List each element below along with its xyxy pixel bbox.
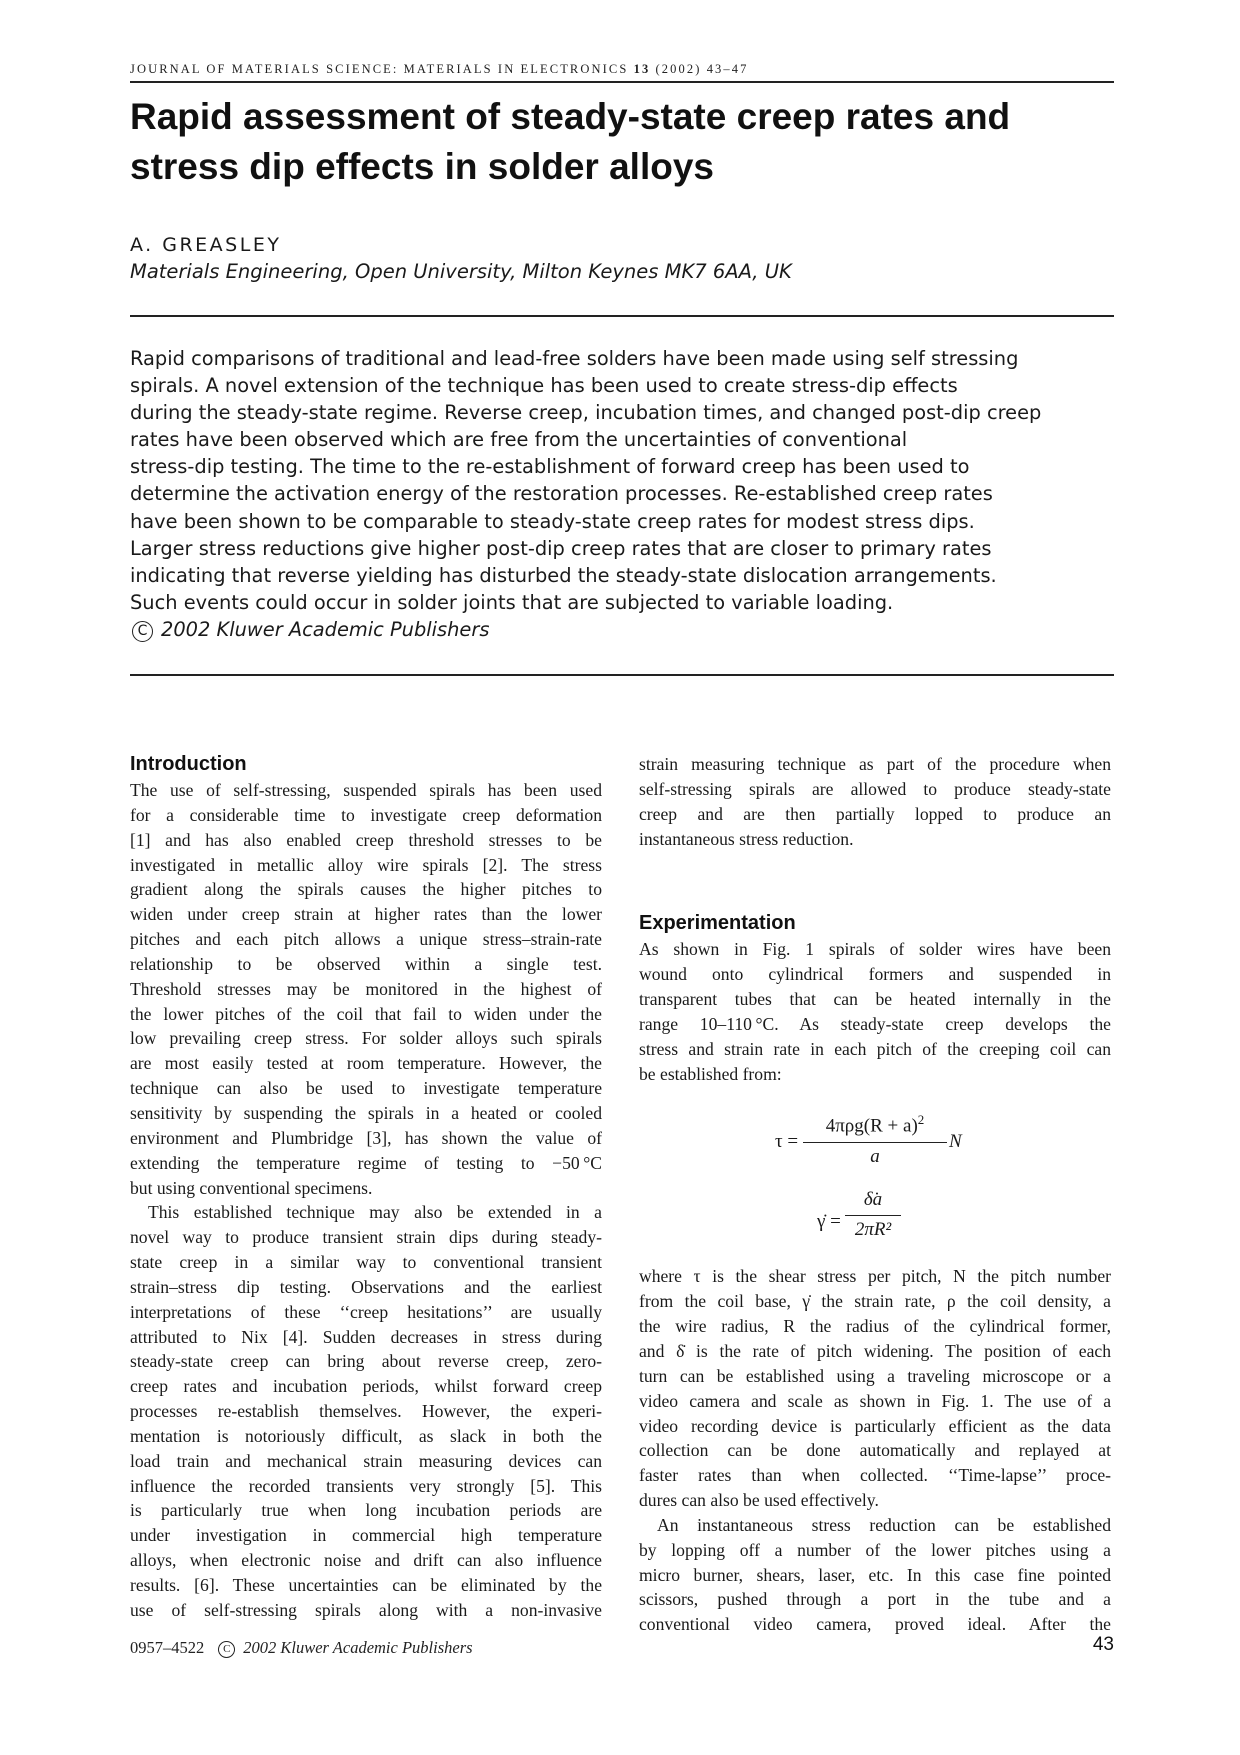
- text-line: strain–stress dip testing. Observations and the earliest: [130, 1276, 602, 1297]
- text-line: transparent tubes that can be heated internally in the: [639, 989, 1111, 1010]
- text-line: stress and strain rate in each pitch of the creeping coil can: [639, 1038, 1111, 1059]
- abstract-line: indicating that reverse yielding has disturbed the steady-state dislocation arrangements.: [130, 563, 997, 587]
- title-line: stress dip effects in solder alloys: [130, 146, 714, 187]
- text-line: The use of self-stressing, suspended spirals has been used: [130, 780, 602, 800]
- introduction-paragraph-1: [130, 778, 602, 1200]
- header-rule: [130, 81, 1114, 83]
- abstract-line: Larger stress reductions give higher post-dip creep rates that are closer to primary rates: [130, 536, 992, 560]
- experimentation-paragraph-3: [639, 1513, 1111, 1637]
- text-line: This established technique may also be extended in a: [148, 1202, 602, 1223]
- text-line: collection can be done automatically and replayed at: [639, 1440, 1111, 1461]
- journal-name: JOURNAL OF MATERIALS SCIENCE: MATERIALS IN ELECTRONICS: [130, 62, 629, 76]
- abstract-line: have been shown to be comparable to steady-state creep rates for modest stress dips.: [130, 509, 975, 533]
- abstract-top-rule: [130, 315, 1114, 317]
- text-line: load train and mechanical strain measuring devices can: [130, 1450, 602, 1471]
- left-column: [130, 752, 602, 1623]
- page-number: 43: [1092, 1634, 1114, 1655]
- abstract-copyright: [130, 616, 1114, 643]
- abstract-line: stress-dip testing. The time to the re-establishment of forward creep has been used to: [130, 455, 970, 479]
- text-line: influence the recorded transients very strongly [5]. This: [130, 1475, 602, 1496]
- author-affiliation: Materials Engineering, Open University, Milton Keynes MK7 6AA, UK: [130, 260, 792, 283]
- text-line: video recording device is particularly efficient as the data: [639, 1415, 1111, 1436]
- fraction-bar: [845, 1215, 901, 1216]
- text-line: widen under creep strain at higher rates than the lower: [130, 904, 602, 925]
- introduction-heading: Introduction: [130, 753, 247, 775]
- text-line: As shown in Fig. 1 spirals of solder wires have been: [639, 939, 1111, 960]
- abstract-bottom-rule: [130, 674, 1114, 676]
- text-line: by lopping off a number of the lower pitches using a: [639, 1539, 1111, 1560]
- text-line: instantaneous stress reduction.: [639, 828, 854, 849]
- text-line: extending the temperature regime of testing to −50 °C: [130, 1152, 602, 1173]
- equation-shear-stress: [639, 1100, 1111, 1182]
- text-line: environment and Plumbridge [3], has shown the value of: [130, 1127, 602, 1148]
- abstract-copyright-text: 2002 Kluwer Academic Publishers: [161, 617, 490, 641]
- text-line: self-stressing spirals are allowed to produce steady-state: [639, 778, 1111, 799]
- equation-fraction: [803, 1108, 947, 1169]
- equation-fraction: [845, 1188, 901, 1243]
- equation-denominator: 2πR²: [854, 1219, 892, 1241]
- text-line: but using conventional specimens.: [130, 1177, 373, 1198]
- abstract-line: determine the activation energy of the restoration processes. Re-established creep rates: [130, 482, 993, 506]
- footer-publisher: 2002 Kluwer Academic Publishers: [243, 1638, 473, 1657]
- text-line: An instantaneous stress reduction can be established: [657, 1514, 1111, 1535]
- introduction-paragraph-2: [130, 1200, 602, 1622]
- text-line: sensitivity by suspending the spirals in a heated or cooled: [130, 1102, 602, 1123]
- abstract-line: Such events could occur in solder joints that are subjected to variable loading.: [130, 590, 894, 614]
- text-line: be established from:: [639, 1063, 782, 1084]
- text-line: technique can also be used to investigate temperature: [130, 1078, 602, 1099]
- text-line: for a considerable time to investigate creep deformation: [130, 804, 602, 825]
- text-line: steady-state creep can bring about reverse creep, zero-: [130, 1351, 602, 1372]
- right-column: [639, 752, 1111, 1637]
- text-line: gradient along the spirals causes the higher pitches to: [130, 879, 602, 900]
- text-line: is particularly true when long incubation periods are: [130, 1500, 602, 1521]
- journal-year-pages: (2002) 43–47: [655, 62, 749, 76]
- abstract: [130, 345, 1114, 643]
- text-line: the lower pitches of the coil that fail to widen under the: [130, 1003, 602, 1024]
- journal-volume: 13: [633, 62, 651, 76]
- text-line: under investigation in commercial high temperature: [130, 1525, 602, 1546]
- text-line: conventional video camera, proved ideal. After the: [639, 1614, 1111, 1635]
- text-line: interpretations of these ‘‘creep hesitations’’ are usually: [130, 1301, 602, 1322]
- abstract-line: Rapid comparisons of traditional and lead-free solders have been made using self stressing: [130, 347, 1019, 370]
- text-line: micro burner, shears, laser, etc. In this case fine pointed: [639, 1564, 1111, 1585]
- text-line: wound onto cylindrical formers and suspended in: [639, 964, 1111, 985]
- text-line: where τ is the shear stress per pitch, N the pitch number: [639, 1266, 1111, 1287]
- text-line: use of self-stressing spirals along with a non-invasive: [130, 1599, 602, 1620]
- equation-lhs: τ =: [775, 1131, 799, 1153]
- equation-lhs: γ̇ =: [817, 1211, 841, 1233]
- text-line: are most easily tested at room temperature. However, the: [130, 1053, 602, 1074]
- text-line: processes re-establish themselves. However, the experi-: [130, 1401, 602, 1422]
- footer-publication-info: [130, 1638, 473, 1658]
- abstract-line: rates have been observed which are free from the uncertainties of conventional: [130, 428, 908, 452]
- text-line: mentation is notoriously difficult, as slack in both the: [130, 1425, 602, 1446]
- abstract-line: spirals. A novel extension of the technique has been used to create stress-dip effects: [130, 374, 958, 398]
- introduction-continuation: [639, 752, 1111, 851]
- text-line: pitches and each pitch allows a unique stress–strain-rate: [130, 929, 602, 950]
- text-line: attributed to Nix [4]. Sudden decreases in stress during: [130, 1326, 602, 1347]
- experimentation-paragraph-2: [639, 1264, 1111, 1512]
- text-line: [1] and has also enabled creep threshold stresses to be: [130, 829, 602, 850]
- text-line: state creep in a similar way to conventional transient: [130, 1252, 602, 1273]
- experimentation-heading: Experimentation: [639, 912, 796, 935]
- running-head: [130, 62, 1114, 77]
- equation-rhs: N: [949, 1131, 962, 1153]
- article-title: [130, 92, 1114, 192]
- text-line: faster rates than when collected. ‘‘Time-lapse’’ proce-: [639, 1465, 1111, 1486]
- text-line: investigated in metallic alloy wire spirals [2]. The stress: [130, 854, 602, 875]
- equation-denominator: a: [870, 1145, 880, 1167]
- author-name: A. GREASLEY: [130, 234, 282, 256]
- experimentation-paragraph-1: [639, 937, 1111, 1086]
- abstract-line: during the steady-state regime. Reverse creep, incubation times, and changed post-dip creep: [130, 401, 1042, 425]
- footer-issn: 0957–4522: [130, 1638, 205, 1657]
- text-line: relationship to be observed within a single test.: [130, 953, 602, 974]
- fraction-bar: [803, 1142, 947, 1143]
- equation-exponent: 2: [917, 1112, 925, 1128]
- text-line: video camera and scale as shown in Fig. 1. The use of a: [639, 1390, 1111, 1411]
- text-line: range 10–110 °C. As steady-state creep develops the: [639, 1013, 1111, 1034]
- text-line: and δ̇ is the rate of pitch widening. The position of each: [639, 1340, 1111, 1361]
- equation-numerator: δ̇a: [863, 1189, 883, 1211]
- text-line: results. [6]. These uncertainties can be eliminated by the: [130, 1575, 602, 1595]
- text-line: low prevailing creep stress. For solder alloys such spirals: [130, 1028, 602, 1049]
- text-line: scissors, pushed through a port in the tube and a: [639, 1589, 1111, 1610]
- text-line: Threshold stresses may be monitored in the highest of: [130, 978, 602, 999]
- equation-numerator: 4πρg(R + a): [825, 1115, 918, 1137]
- text-line: dures can also be used effectively.: [639, 1490, 879, 1511]
- text-line: alloys, when electronic noise and drift can also influence: [130, 1550, 602, 1571]
- copyright-icon: C: [218, 1641, 235, 1658]
- copyright-icon: C: [132, 621, 153, 642]
- text-line: the wire radius, R the radius of the cylindrical former,: [639, 1316, 1111, 1337]
- equation-strain-rate: [639, 1188, 1111, 1254]
- text-line: turn can be established using a traveling microscope or a: [639, 1365, 1111, 1386]
- text-line: strain measuring technique as part of the procedure when: [639, 754, 1111, 774]
- title-line: Rapid assessment of steady-state creep rates and: [130, 96, 1011, 137]
- text-line: novel way to produce transient strain dips during steady-: [130, 1227, 602, 1248]
- text-line: creep rates and incubation periods, whilst forward creep: [130, 1376, 602, 1397]
- text-line: from the coil base, γ̇ the strain rate, ρ the coil density, a: [639, 1291, 1111, 1312]
- text-line: creep and are then partially lopped to produce an: [639, 803, 1111, 824]
